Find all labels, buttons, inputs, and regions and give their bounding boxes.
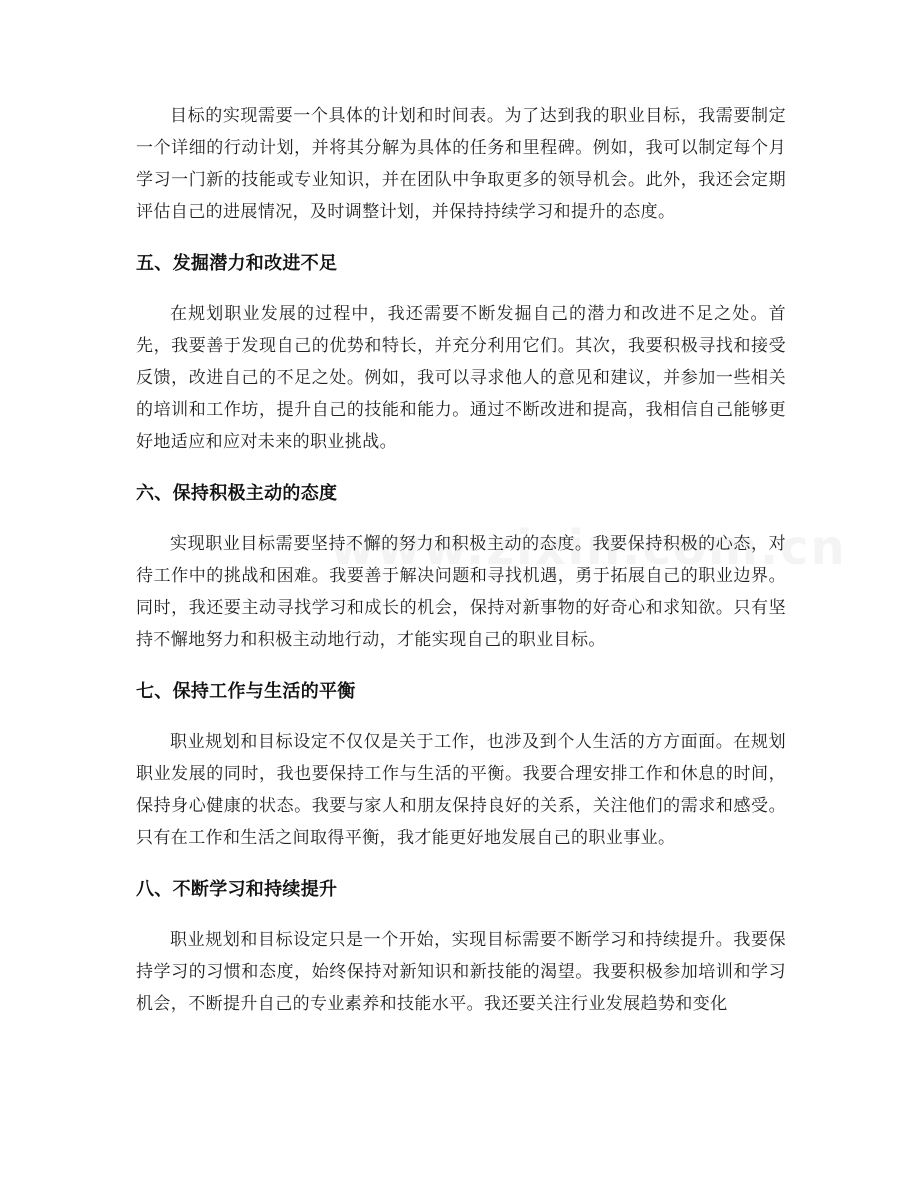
section-heading-5: 五、发掘潜力和改进不足 xyxy=(136,253,338,274)
section-paragraph-8: 职业规划和目标设定只是一个开始，实现目标需要不断学习和持续提升。我要保持学习的习惯和态度，始终保持对新知识和新技能的渴望。我要积极参加培训和学习机会，不断提升自己的专业素养和技能水平。我还要关注行业发展趋势和变化 xyxy=(136,930,786,1014)
document-body xyxy=(136,100,786,1020)
section-paragraph-7: 职业规划和目标设定不仅仅是关于工作，也涉及到个人生活的方方面面。在规划职业发展的同时，我也要保持工作与生活的平衡。我要合理安排工作和休息的时间，保持身心健康的状态。我要与家人和朋友保持良好的关系，关注他们的需求和感受。只有在工作和生活之间取得平衡，我才能更好地发展自己的职业事业。 xyxy=(136,732,786,848)
section-heading-8: 八、不断学习和持续提升 xyxy=(136,879,338,900)
section-heading-6: 六、保持积极主动的态度 xyxy=(136,483,338,504)
section-paragraph-6: 实现职业目标需要坚持不懈的努力和积极主动的态度。我要保持积极的心态，对待工作中的挑战和困难。我要善于解决问题和寻找机遇，勇于拓展自己的职业边界。同时，我还要主动寻找学习和成长的机会，保持对新事物的好奇心和求知欲。只有坚持不懈地努力和积极主动地行动，才能实现自己的职业目标。 xyxy=(136,534,786,650)
section-paragraph-5: 在规划职业发展的过程中，我还需要不断发掘自己的潜力和改进不足之处。首先，我要善于发现自己的优势和特长，并充分利用它们。其次，我要积极寻找和接受反馈，改进自己的不足之处。例如，我可以寻求他人的意见和建议，并参加一些相关的培训和工作坊，提升自己的技能和能力。通过不断改进和提高，我相信自己能够更好地适应和应对未来的职业挑战。 xyxy=(136,304,786,452)
intro-paragraph: 目标的实现需要一个具体的计划和时间表。为了达到我的职业目标，我需要制定一个详细的行动计划，并将其分解为具体的任务和里程碑。例如，我可以制定每个月学习一门新的技能或专业知识，并在团队中争取更多的领导机会。此外，我还会定期评估自己的进展情况，及时调整计划，并保持持续学习和提升的态度。 xyxy=(136,106,786,222)
section-heading-7: 七、保持工作与生活的平衡 xyxy=(136,681,356,702)
